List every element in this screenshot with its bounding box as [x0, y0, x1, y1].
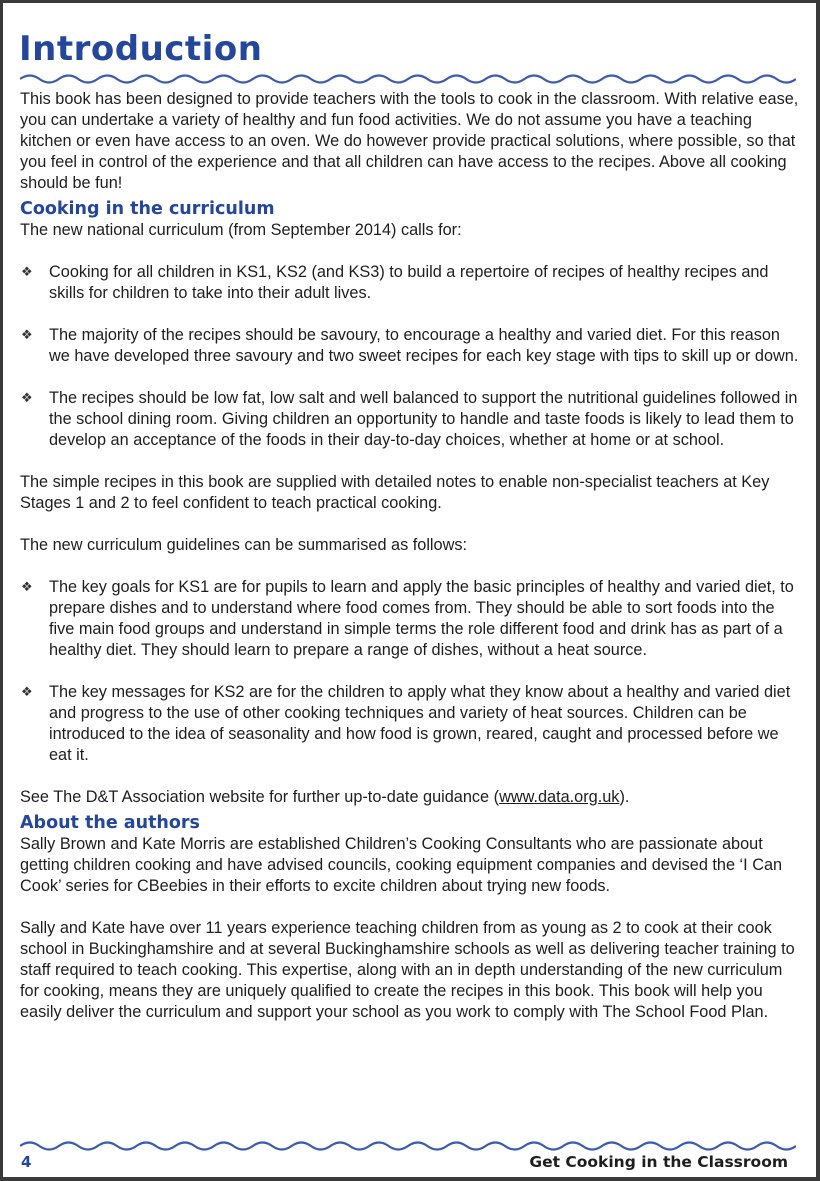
list-item-text: The majority of the recipes should be savoury, to encourage a healthy and varied diet. For this reason we have developed three savoury and two sweet recipes for each key stage with tips to skill up or down. — [49, 326, 799, 365]
list-item — [20, 388, 800, 451]
see-also-suffix: ). — [619, 788, 630, 806]
authors-paragraph-1: Sally Brown and Kate Morris are established Children’s Cooking Consultants who are passionate about getting children cooking and have advised councils, cooking equipment companies and devised the ‘I Can Cook’ series for CBeebies in their efforts to excite children about trying new foods. — [20, 835, 783, 895]
list-spacer — [20, 661, 800, 682]
diamond-bullet-icon: ❖ — [21, 391, 33, 406]
list-spacer — [20, 304, 800, 325]
curriculum-lead: The new national curriculum (from September 2014) calls for: — [20, 221, 462, 239]
list-item-text: The recipes should be low fat, low salt and well balanced to support the nutritional guidelines followed in the school dining room. Giving children an opportunity to handle and taste foods is likely to lead them to develop an acceptance of the foods in their day-to-day choices, whether at home or at school. — [49, 389, 798, 449]
wavy-divider-bottom — [20, 1140, 796, 1152]
diamond-bullet-icon: ❖ — [21, 265, 33, 280]
diamond-bullet-icon: ❖ — [21, 328, 33, 343]
list-item — [20, 682, 800, 766]
footer-book-title: Get Cooking in the Classroom — [529, 1153, 788, 1171]
diamond-bullet-icon: ❖ — [21, 685, 33, 700]
list-item — [20, 577, 800, 661]
list-item — [20, 325, 800, 367]
intro-paragraph: This book has been designed to provide teachers with the tools to cook in the classroom. With relative ease, you can undertake a variety of healthy and fun food activities. We do not assume you have a teaching kitchen or even have access to an oven. We do however provide practical solutions, where possible, so that you feel in control of the experience and that all children can have access to the recipes. Above all cooking should be fun! — [20, 90, 799, 192]
guidelines-bullet-list — [20, 577, 800, 766]
recipes-notes-paragraph: The simple recipes in this book are supplied with detailed notes to enable non-specialist teachers at Key Stages 1 and 2 to feel confident to teach practical cooking. — [20, 473, 770, 512]
list-item-text: The key messages for KS2 are for the children to apply what they know about a healthy and varied diet and progress to the use of other cooking techniques and variety of heat sources. Children can be introduced to the idea of seasonality and how food is grown, reared, caught and processed before we eat it. — [49, 683, 791, 764]
guidelines-lead: The new curriculum guidelines can be summarised as follows: — [20, 536, 468, 554]
page-title: Introduction — [19, 29, 263, 69]
list-item-text: Cooking for all children in KS1, KS2 (and KS3) to build a repertoire of recipes of healthy recipes and skills for children to take into their adult lives. — [49, 263, 769, 302]
heading-about-authors: About the authors — [20, 813, 200, 833]
see-also-text: See The D&T Association website for further up-to-date guidance ( — [20, 788, 500, 806]
heading-cooking-in-curriculum: Cooking in the curriculum — [20, 199, 275, 219]
authors-paragraph-2: Sally and Kate have over 11 years experience teaching children from as young as 2 to cook at their cook school in Buckinghamshire and at several Buckinghamshire schools as well as delivering teacher training to staff required to teach cooking. This expertise, along with an in depth understanding of the new curriculum for cooking, means they are uniquely qualified to create the recipes in this book. This book will help you easily deliver the curriculum and support your school as you work to comply with The School Food Plan. — [20, 919, 795, 1021]
see-also-paragraph — [20, 787, 800, 808]
data-org-link[interactable]: www.data.org.uk — [499, 788, 620, 806]
list-item-text: The key goals for KS1 are for pupils to learn and apply the basic principles of healthy and varied diet, to prepare dishes and to understand where food comes from. They should be able to sort foods into the five main food groups and understand in simple terms the role different food and drink has as part of a healthy diet. They should learn to prepare a range of dishes, without a heat source. — [49, 578, 794, 659]
list-item — [20, 262, 800, 304]
curriculum-bullet-list — [20, 262, 800, 451]
page-content — [20, 89, 800, 1023]
list-spacer — [20, 367, 800, 388]
wavy-divider-top — [20, 73, 796, 85]
page-number: 4 — [21, 1153, 32, 1171]
diamond-bullet-icon: ❖ — [21, 580, 33, 595]
